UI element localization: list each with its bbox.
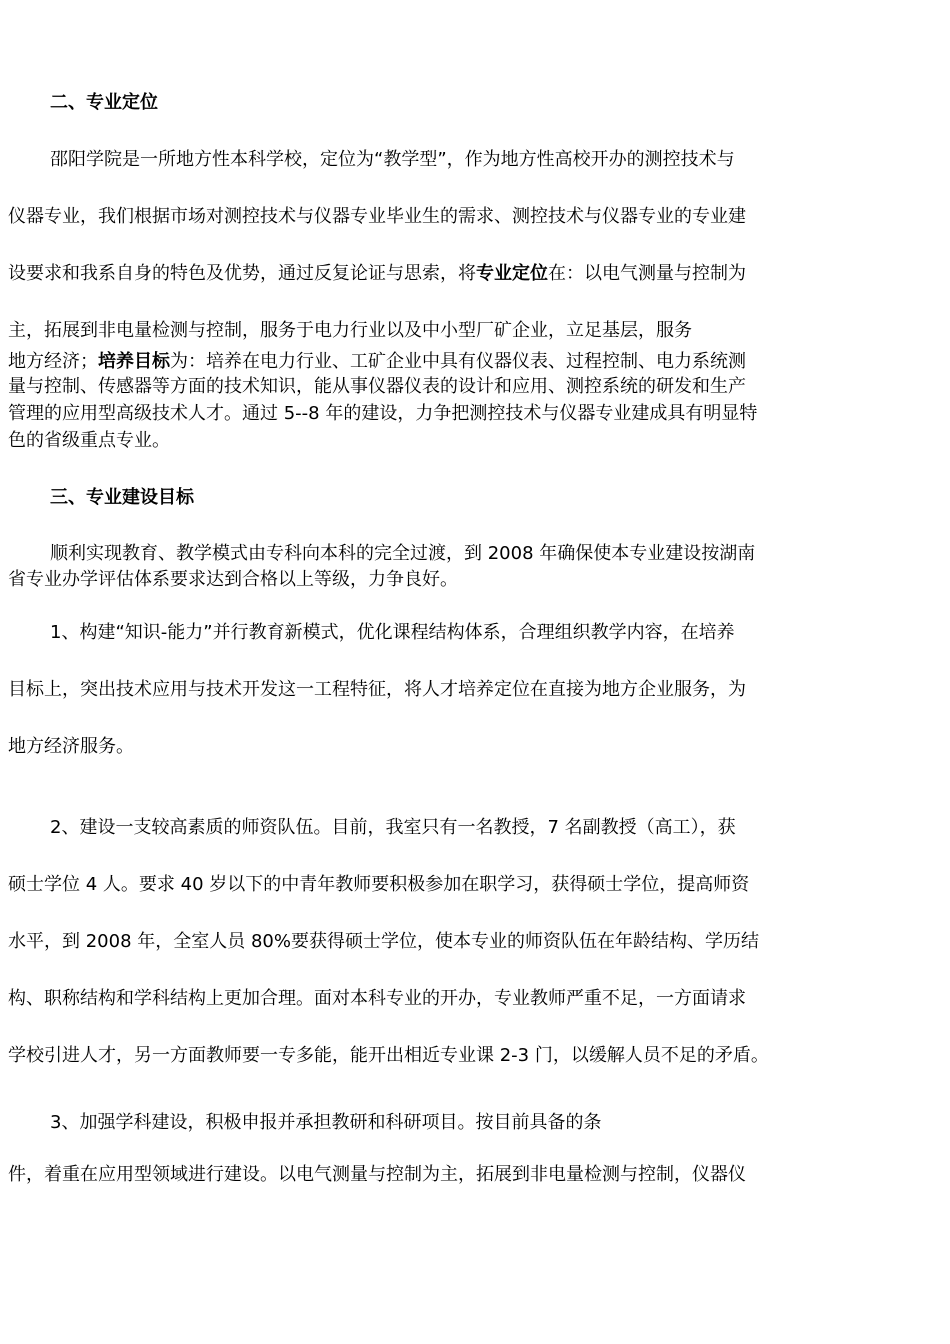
list-item-2-line: 2、建设一支较高素质的师资队伍。目前，我室只有一名教授，7 名副教授（高工），获 <box>50 817 736 838</box>
paragraph-line: 省专业办学评估体系要求达到合格以上等级，力争良好。 <box>8 569 458 590</box>
paragraph-line: 色的省级重点专业。 <box>8 430 170 451</box>
paragraph-line: 邵阳学院是一所地方性本科学校，定位为“教学型”，作为地方性高校开办的测控技术与 <box>50 149 735 170</box>
section-2-heading: 二、专业定位 <box>50 92 158 113</box>
list-item-1-line: 目标上，突出技术应用与技术开发这一工程特征，将人才培养定位在直接为地方企业服务，为 <box>8 679 746 700</box>
paragraph-line: 主，拓展到非电量检测与控制，服务于电力行业以及中小型厂矿企业，立足基层，服务 <box>8 320 692 341</box>
list-item-3-line: 3、加强学科建设，积极申报并承担教研和科研项目。按目前具备的条 <box>50 1112 602 1133</box>
paragraph-line <box>8 351 850 373</box>
paragraph-line: 量与控制、传感器等方面的技术知识，能从事仪器仪表的设计和应用、测控系统的研发和生产 <box>8 376 746 397</box>
paragraph-text: 为：培养在电力行业、工矿企业中具有仪器仪表、过程控制、电力系统测 <box>170 351 746 372</box>
paragraph-text: 地方经济； <box>8 351 98 372</box>
list-item-3-line: 件，着重在应用型领域进行建设。以电气测量与控制为主，拓展到非电量检测与控制，仪器仪 <box>8 1164 746 1185</box>
list-item-1-line: 1、构建“知识-能力”并行教育新模式，优化课程结构体系，合理组织教学内容，在培养 <box>50 622 735 643</box>
list-item-2-line: 学校引进人才，另一方面教师要一专多能，能开出相近专业课 2-3 门，以缓解人员不足的矛盾。 <box>8 1045 769 1066</box>
emphasis-professional-positioning: 专业定位 <box>476 263 548 284</box>
paragraph-line: 仪器专业，我们根据市场对测控技术与仪器专业毕业生的需求、测控技术与仪器专业的专业建 <box>8 206 746 227</box>
emphasis-training-goal: 培养目标 <box>98 351 170 372</box>
list-item-2-line: 硕士学位 4 人。要求 40 岁以下的中青年教师要积极参加在职学习，获得硕士学位，提高师资 <box>8 874 750 895</box>
paragraph-line: 顺利实现教育、教学模式由专科向本科的完全过渡，到 2008 年确保使本专业建设按湖南 <box>50 543 756 564</box>
list-item-2-line: 构、职称结构和学科结构上更加合理。面对本科专业的开办，专业教师严重不足，一方面请求 <box>8 988 746 1009</box>
section-3-heading: 三、专业建设目标 <box>50 487 194 508</box>
paragraph-line: 管理的应用型高级技术人才。通过 5--8 年的建设，力争把测控技术与仪器专业建成具有明显特 <box>8 403 758 424</box>
list-item-2-line: 水平，到 2008 年，全室人员 80%要获得硕士学位，使本专业的师资队伍在年龄结构、学历结 <box>8 931 759 952</box>
paragraph-text: 设要求和我系自身的特色及优势，通过反复论证与思索，将 <box>8 263 476 284</box>
list-item-1-line: 地方经济服务。 <box>8 736 134 757</box>
paragraph-text: 在：以电气测量与控制为 <box>548 263 746 284</box>
paragraph-line <box>8 263 850 285</box>
